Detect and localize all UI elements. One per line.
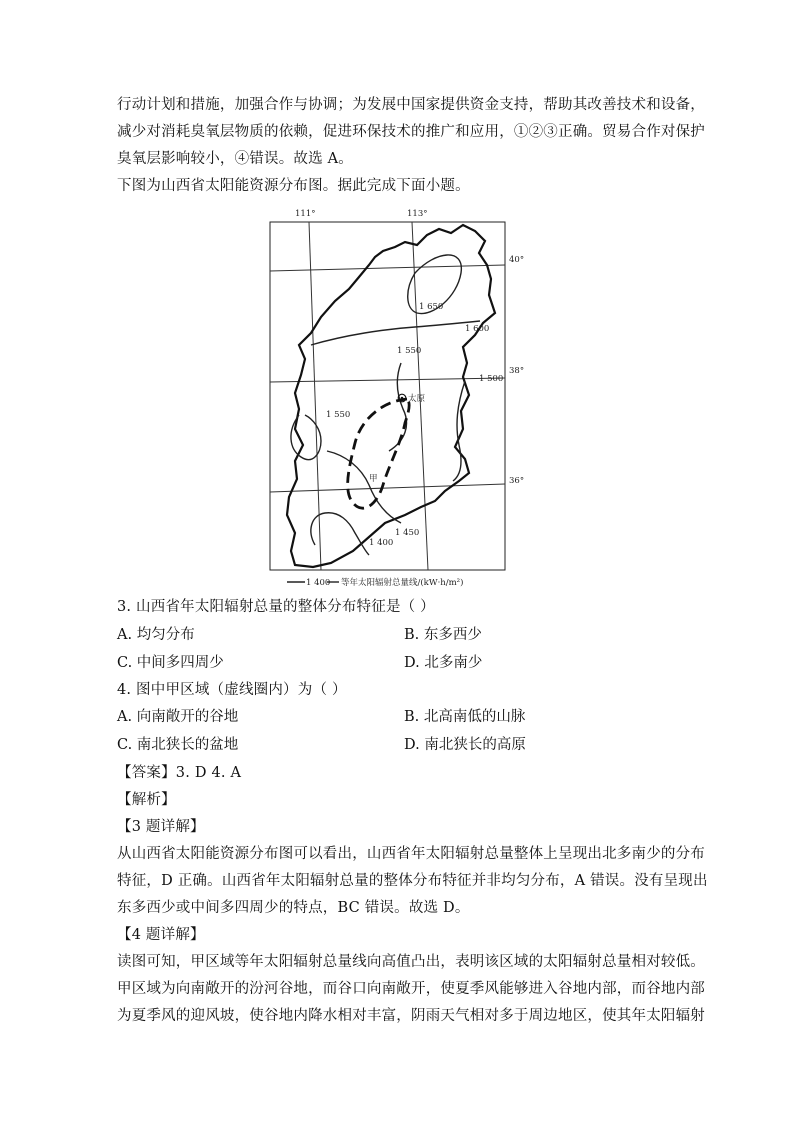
parallel-38 [270, 378, 505, 382]
isoline-1550-left-label: 1 550 [326, 410, 351, 420]
q3-option-a: A. 均匀分布 [117, 627, 195, 643]
intro-line-3: 臭氧层影响较小，④错误。故选 A。 [117, 151, 353, 167]
intro-line-2: 减少对消耗臭氧层物质的依赖，促进环保技术的推广和应用，①②③正确。贸易合作对保护 [117, 124, 705, 140]
legend-text: 等年太阳辐射总量线/(kW·h/m²) [341, 578, 464, 588]
detail-3-line-1: 从山西省太阳能资源分布图可以看出，山西省年太阳辐射总量整体上呈现出北多南少的分布 [117, 846, 705, 862]
parallel-40 [270, 265, 505, 271]
q4-stem: 4. 图中甲区域（虚线圈内）为（ ） [117, 682, 347, 698]
detail-3-line-2: 特征，D 正确。山西省年太阳辐射总量的整体分布特征并非均匀分布，A 错误。没有呈现出 [117, 873, 708, 889]
isoline-1450-label: 1 450 [395, 528, 420, 538]
detail-4-heading: 【4 题详解】 [117, 927, 205, 943]
lat-36-label: 36° [509, 476, 525, 486]
q3-stem: 3. 山西省年太阳辐射总量的整体分布特征是（ ） [117, 599, 435, 615]
q3-option-d: D. 北多南少 [404, 655, 483, 671]
detail-4-line-3: 为夏季风的迎风坡，使谷地内降水相对丰富，阴雨天气相对多于周边地区，使其年太阳辐射 [117, 1008, 705, 1024]
detail-4-line-1: 读图可知，甲区域等年太阳辐射总量线向高值凸出，表明该区域的太阳辐射总量相对较低。 [117, 954, 705, 970]
intro-line-4: 下图为山西省太阳能资源分布图。据此完成下面小题。 [117, 178, 470, 194]
lat-38-label: 38° [509, 366, 525, 376]
isoline-1450 [327, 451, 401, 523]
taiyuan-label: 太原 [408, 394, 426, 404]
detail-4-line-2: 甲区域为向南敞开的汾河谷地，而谷口向南敞开，使夏季风能够进入谷地内部，而谷地内部 [117, 981, 705, 997]
answer-line: 【答案】3. D 4. A [117, 765, 242, 781]
isoline-1400-label: 1 400 [369, 538, 394, 548]
shanxi-solar-map [265, 205, 525, 595]
isoline-1600 [311, 321, 480, 345]
isoline-1550 [389, 363, 407, 451]
region-jia-boundary [348, 399, 410, 508]
intro-line-1: 行动计划和措施，加强合作与协调；为发展中国家提供资金支持，帮助其改善技术和设备， [117, 97, 705, 113]
q4-option-b: B. 北高南低的山脉 [404, 709, 526, 725]
q4-option-c: C. 南北狭长的盆地 [117, 737, 239, 753]
detail-3-heading: 【3 题详解】 [117, 819, 205, 835]
q3-option-c: C. 中间多四周少 [117, 655, 224, 671]
detail-3-line-3: 东多西少或中间多四周少的特点，BC 错误。故选 D。 [117, 900, 470, 916]
isoline-1650-label: 1 650 [419, 302, 444, 312]
isoline-1600-label: 1 600 [465, 324, 490, 334]
legend-value: 1 400 [306, 578, 331, 588]
q3-option-b: B. 东多西少 [404, 627, 482, 643]
analysis-heading: 【解析】 [117, 792, 176, 808]
isoline-1550-label: 1 550 [397, 346, 422, 356]
map-frame [270, 222, 505, 570]
q4-option-a: A. 向南敞开的谷地 [117, 709, 239, 725]
parallel-36 [270, 484, 505, 492]
q4-option-d: D. 南北狭长的高原 [404, 737, 526, 753]
lon-113-label: 113° [407, 209, 428, 219]
lon-111-label: 111° [295, 209, 316, 219]
isoline-1500-label: 1 500 [479, 374, 504, 384]
lat-40-label: 40° [509, 255, 525, 265]
region-jia-label: 甲 [369, 474, 378, 484]
